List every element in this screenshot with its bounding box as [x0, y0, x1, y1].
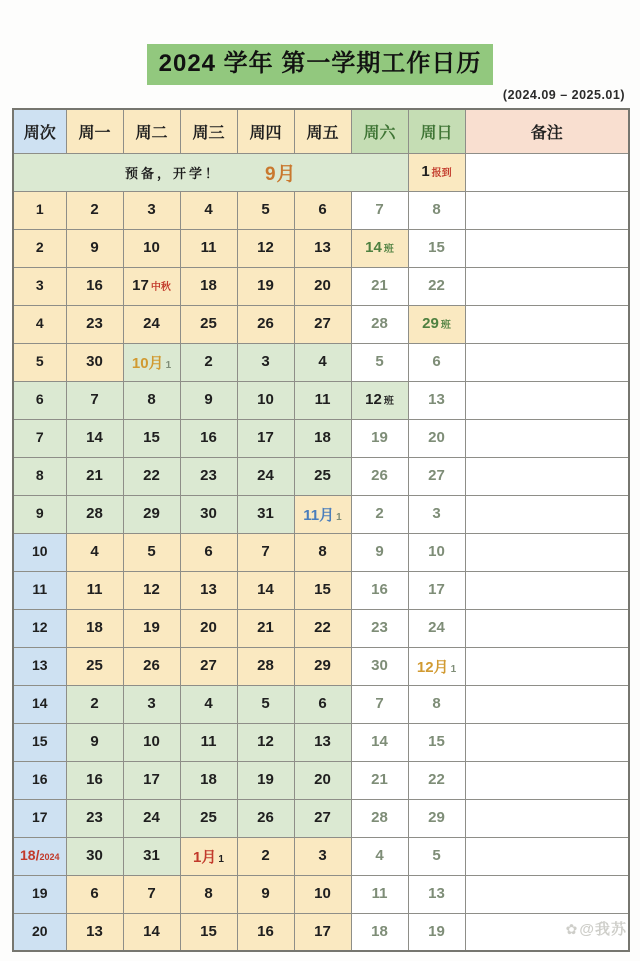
day-cell: 2: [66, 685, 123, 723]
day-cell: 5: [351, 343, 408, 381]
day-cell: 15: [408, 723, 465, 761]
week-row-18-: [13, 837, 629, 875]
day-cell: 11: [66, 571, 123, 609]
day-cell: 20: [180, 609, 237, 647]
day-cell: 2: [351, 495, 408, 533]
note-cell: [465, 799, 629, 837]
day-cell: 19: [237, 267, 294, 305]
note-cell: [465, 191, 629, 229]
day-cell: 23: [351, 609, 408, 647]
week-number-cell: 15: [13, 723, 66, 761]
note-cell: [465, 229, 629, 267]
day-cell: 27: [294, 799, 351, 837]
day-cell: 3: [237, 343, 294, 381]
day-cell: 30: [66, 837, 123, 875]
day-cell: 17: [408, 571, 465, 609]
day-cell: 4: [66, 533, 123, 571]
day-cell: 9: [66, 723, 123, 761]
day-cell: 15: [123, 419, 180, 457]
day-cell: 31: [237, 495, 294, 533]
week-row-17: [13, 799, 629, 837]
day-cell: 11: [180, 723, 237, 761]
week-number-cell: 7: [13, 419, 66, 457]
month-banner: [13, 153, 408, 191]
day-cell: 6: [294, 685, 351, 723]
day-cell: 11: [351, 875, 408, 913]
day-cell: 16: [180, 419, 237, 457]
note-cell: [465, 533, 629, 571]
day-cell: 16: [66, 761, 123, 799]
note-cell: [465, 267, 629, 305]
day-cell: 13: [408, 381, 465, 419]
day-cell: 26: [237, 799, 294, 837]
day-cell: 26: [123, 647, 180, 685]
watermark-text: @我苏: [579, 921, 627, 938]
day-cell: 13: [294, 229, 351, 267]
day-cell: 20: [408, 419, 465, 457]
week-number-cell: 10: [13, 533, 66, 571]
header-cell-1: 周一: [66, 109, 123, 153]
day-cell: 24: [408, 609, 465, 647]
day-cell: 21: [351, 267, 408, 305]
day-cell: 29: [123, 495, 180, 533]
day-cell: 18: [180, 761, 237, 799]
day-cell: 23: [66, 305, 123, 343]
week-row-4: [13, 305, 629, 343]
calendar-body: [13, 153, 629, 951]
day-cell: 27: [180, 647, 237, 685]
week-row-7: [13, 419, 629, 457]
day-cell: 14: [237, 571, 294, 609]
day-cell: 4: [294, 343, 351, 381]
day-cell: 13: [408, 875, 465, 913]
week-row-13: [13, 647, 629, 685]
day-cell: 13: [180, 571, 237, 609]
day-cell: 7: [66, 381, 123, 419]
day-cell: 10: [123, 229, 180, 267]
note-cell: [465, 761, 629, 799]
week-row-1: [13, 191, 629, 229]
header-cell-2: 周二: [123, 109, 180, 153]
day-cell: 24: [123, 799, 180, 837]
day-cell: 24: [237, 457, 294, 495]
day-cell: 13: [66, 913, 123, 951]
day-cell: 16: [351, 571, 408, 609]
day-cell: 5: [408, 837, 465, 875]
day-cell: 22: [408, 761, 465, 799]
day-cell: 18: [351, 913, 408, 951]
day-cell: 25: [66, 647, 123, 685]
day-cell: 8: [294, 533, 351, 571]
day-cell: 21: [351, 761, 408, 799]
day-cell: 4: [351, 837, 408, 875]
day-cell: 5: [123, 533, 180, 571]
watermark: [566, 918, 627, 939]
day-cell: 2: [237, 837, 294, 875]
header-cell-4: 周四: [237, 109, 294, 153]
month-banner-row: [13, 153, 629, 191]
note-cell: [465, 153, 629, 191]
day-cell: 22: [294, 609, 351, 647]
day-cell: 14: [351, 723, 408, 761]
day-cell: 8: [123, 381, 180, 419]
day-cell: 28: [351, 305, 408, 343]
day-cell: 6: [294, 191, 351, 229]
day-cell: 9: [237, 875, 294, 913]
note-cell: [465, 343, 629, 381]
week-number-cell: 13: [13, 647, 66, 685]
day-cell: 8: [180, 875, 237, 913]
day-cell: 27: [408, 457, 465, 495]
header-row: [13, 109, 629, 153]
day-cell: 7: [123, 875, 180, 913]
day-cell: 6: [408, 343, 465, 381]
work-calendar-table: [12, 108, 630, 952]
day-cell: 22: [408, 267, 465, 305]
day-cell: 22: [123, 457, 180, 495]
day-cell: 19: [123, 609, 180, 647]
day-cell: 15: [294, 571, 351, 609]
day-cell: 28: [351, 799, 408, 837]
day-cell: 4: [180, 685, 237, 723]
week-number-cell: 17: [13, 799, 66, 837]
week-row-6: [13, 381, 629, 419]
day-cell: 25: [180, 305, 237, 343]
day-cell: 15: [408, 229, 465, 267]
day-cell: 12月 1: [408, 647, 465, 685]
day-cell: 29: [408, 799, 465, 837]
week-number-cell: 4: [13, 305, 66, 343]
week-row-11: [13, 571, 629, 609]
page-title: 2024 学年 第一学期工作日历: [147, 44, 494, 85]
day-cell: 10: [408, 533, 465, 571]
day-cell: 3: [294, 837, 351, 875]
day-cell: 21: [66, 457, 123, 495]
day-cell: 8: [408, 191, 465, 229]
header-cell-5: 周五: [294, 109, 351, 153]
day-cell: 10: [123, 723, 180, 761]
day-cell: 18: [66, 609, 123, 647]
day-cell: 10: [237, 381, 294, 419]
week-row-5: [13, 343, 629, 381]
week-row-10: [13, 533, 629, 571]
day-cell: 5: [237, 685, 294, 723]
week-row-14: [13, 685, 629, 723]
week-row-9: [13, 495, 629, 533]
month-label-september: 9月: [264, 163, 297, 185]
week-row-8: [13, 457, 629, 495]
header-cell-8: 备注: [465, 109, 629, 153]
day-cell: 25: [294, 457, 351, 495]
week-number-cell: 9: [13, 495, 66, 533]
note-cell: [465, 875, 629, 913]
day-cell: 10月 1: [123, 343, 180, 381]
week-number-cell: 16: [13, 761, 66, 799]
day-cell: 17: [123, 761, 180, 799]
day-cell: 20: [294, 267, 351, 305]
day-cell: 12: [237, 229, 294, 267]
week-number-cell: 8: [13, 457, 66, 495]
day-cell: 20: [294, 761, 351, 799]
day-cell: 30: [351, 647, 408, 685]
week-row-19: [13, 875, 629, 913]
day-cell: 31: [123, 837, 180, 875]
day-cell: 11月 1: [294, 495, 351, 533]
day-cell: 13: [294, 723, 351, 761]
week-row-20: [13, 913, 629, 951]
note-cell: [465, 381, 629, 419]
header-cell-3: 周三: [180, 109, 237, 153]
day-cell: 17: [294, 913, 351, 951]
week-number-cell: 12: [13, 609, 66, 647]
day-cell: 24: [123, 305, 180, 343]
week-number-cell: 18/2024: [13, 837, 66, 875]
registration-day-cell: 1 报到: [408, 153, 465, 191]
day-cell: 14 班: [351, 229, 408, 267]
day-cell: 21: [237, 609, 294, 647]
day-cell: 7: [237, 533, 294, 571]
day-cell: 27: [294, 305, 351, 343]
week-row-12: [13, 609, 629, 647]
note-cell: [465, 305, 629, 343]
day-cell: 19: [408, 913, 465, 951]
day-cell: 14: [66, 419, 123, 457]
note-cell: [465, 685, 629, 723]
day-cell: 23: [66, 799, 123, 837]
day-cell: 18: [180, 267, 237, 305]
note-cell: [465, 837, 629, 875]
day-cell: 7: [351, 191, 408, 229]
calendar-header: [13, 109, 629, 153]
note-cell: [465, 419, 629, 457]
day-cell: 23: [180, 457, 237, 495]
header-cell-6: 周六: [351, 109, 408, 153]
day-cell: 9: [66, 229, 123, 267]
note-cell: [465, 609, 629, 647]
week-number-cell: 2: [13, 229, 66, 267]
page-title-wrap: [0, 44, 640, 85]
header-cell-0: 周次: [13, 109, 66, 153]
note-cell: [465, 457, 629, 495]
day-cell: 12: [123, 571, 180, 609]
school-start-label: 预备，开学！: [124, 165, 221, 181]
day-cell: 26: [351, 457, 408, 495]
day-cell: 6: [66, 875, 123, 913]
note-cell: [465, 723, 629, 761]
day-cell: 19: [237, 761, 294, 799]
day-cell: 30: [66, 343, 123, 381]
week-row-16: [13, 761, 629, 799]
day-cell: 26: [237, 305, 294, 343]
semester-date-range: (2024.09 – 2025.01): [502, 88, 625, 102]
day-cell: 17 中秋: [123, 267, 180, 305]
day-cell: 11: [180, 229, 237, 267]
day-cell: 1月 1: [180, 837, 237, 875]
day-cell: 12: [237, 723, 294, 761]
day-cell: 6: [180, 533, 237, 571]
wosu-flower-logo-icon: ✿: [565, 921, 579, 937]
day-cell: 18: [294, 419, 351, 457]
day-cell: 9: [180, 381, 237, 419]
week-row-2: [13, 229, 629, 267]
day-cell: 3: [123, 685, 180, 723]
week-number-cell: 19: [13, 875, 66, 913]
day-cell: 9: [351, 533, 408, 571]
day-cell: 15: [180, 913, 237, 951]
week-row-15: [13, 723, 629, 761]
day-cell: 2: [180, 343, 237, 381]
day-cell: 28: [66, 495, 123, 533]
day-cell: 2: [66, 191, 123, 229]
day-cell: 16: [237, 913, 294, 951]
day-cell: 11: [294, 381, 351, 419]
day-cell: 19: [351, 419, 408, 457]
day-cell: 8: [408, 685, 465, 723]
day-cell: 29 班: [408, 305, 465, 343]
day-cell: 7: [351, 685, 408, 723]
day-cell: 25: [180, 799, 237, 837]
day-cell: 3: [408, 495, 465, 533]
note-cell: [465, 571, 629, 609]
week-row-3: [13, 267, 629, 305]
day-cell: 5: [237, 191, 294, 229]
day-cell: 17: [237, 419, 294, 457]
header-cell-7: 周日: [408, 109, 465, 153]
day-cell: 16: [66, 267, 123, 305]
day-cell: 3: [123, 191, 180, 229]
note-cell: [465, 495, 629, 533]
note-cell: [465, 647, 629, 685]
day-cell: 30: [180, 495, 237, 533]
week-number-cell: 6: [13, 381, 66, 419]
week-number-cell: 3: [13, 267, 66, 305]
day-cell: 12 班: [351, 381, 408, 419]
week-number-cell: 11: [13, 571, 66, 609]
day-cell: 10: [294, 875, 351, 913]
week-number-cell: 5: [13, 343, 66, 381]
day-cell: 14: [123, 913, 180, 951]
day-cell: 29: [294, 647, 351, 685]
day-cell: 4: [180, 191, 237, 229]
week-number-cell: 20: [13, 913, 66, 951]
week-number-cell: 14: [13, 685, 66, 723]
day-cell: 28: [237, 647, 294, 685]
week-number-cell: 1: [13, 191, 66, 229]
